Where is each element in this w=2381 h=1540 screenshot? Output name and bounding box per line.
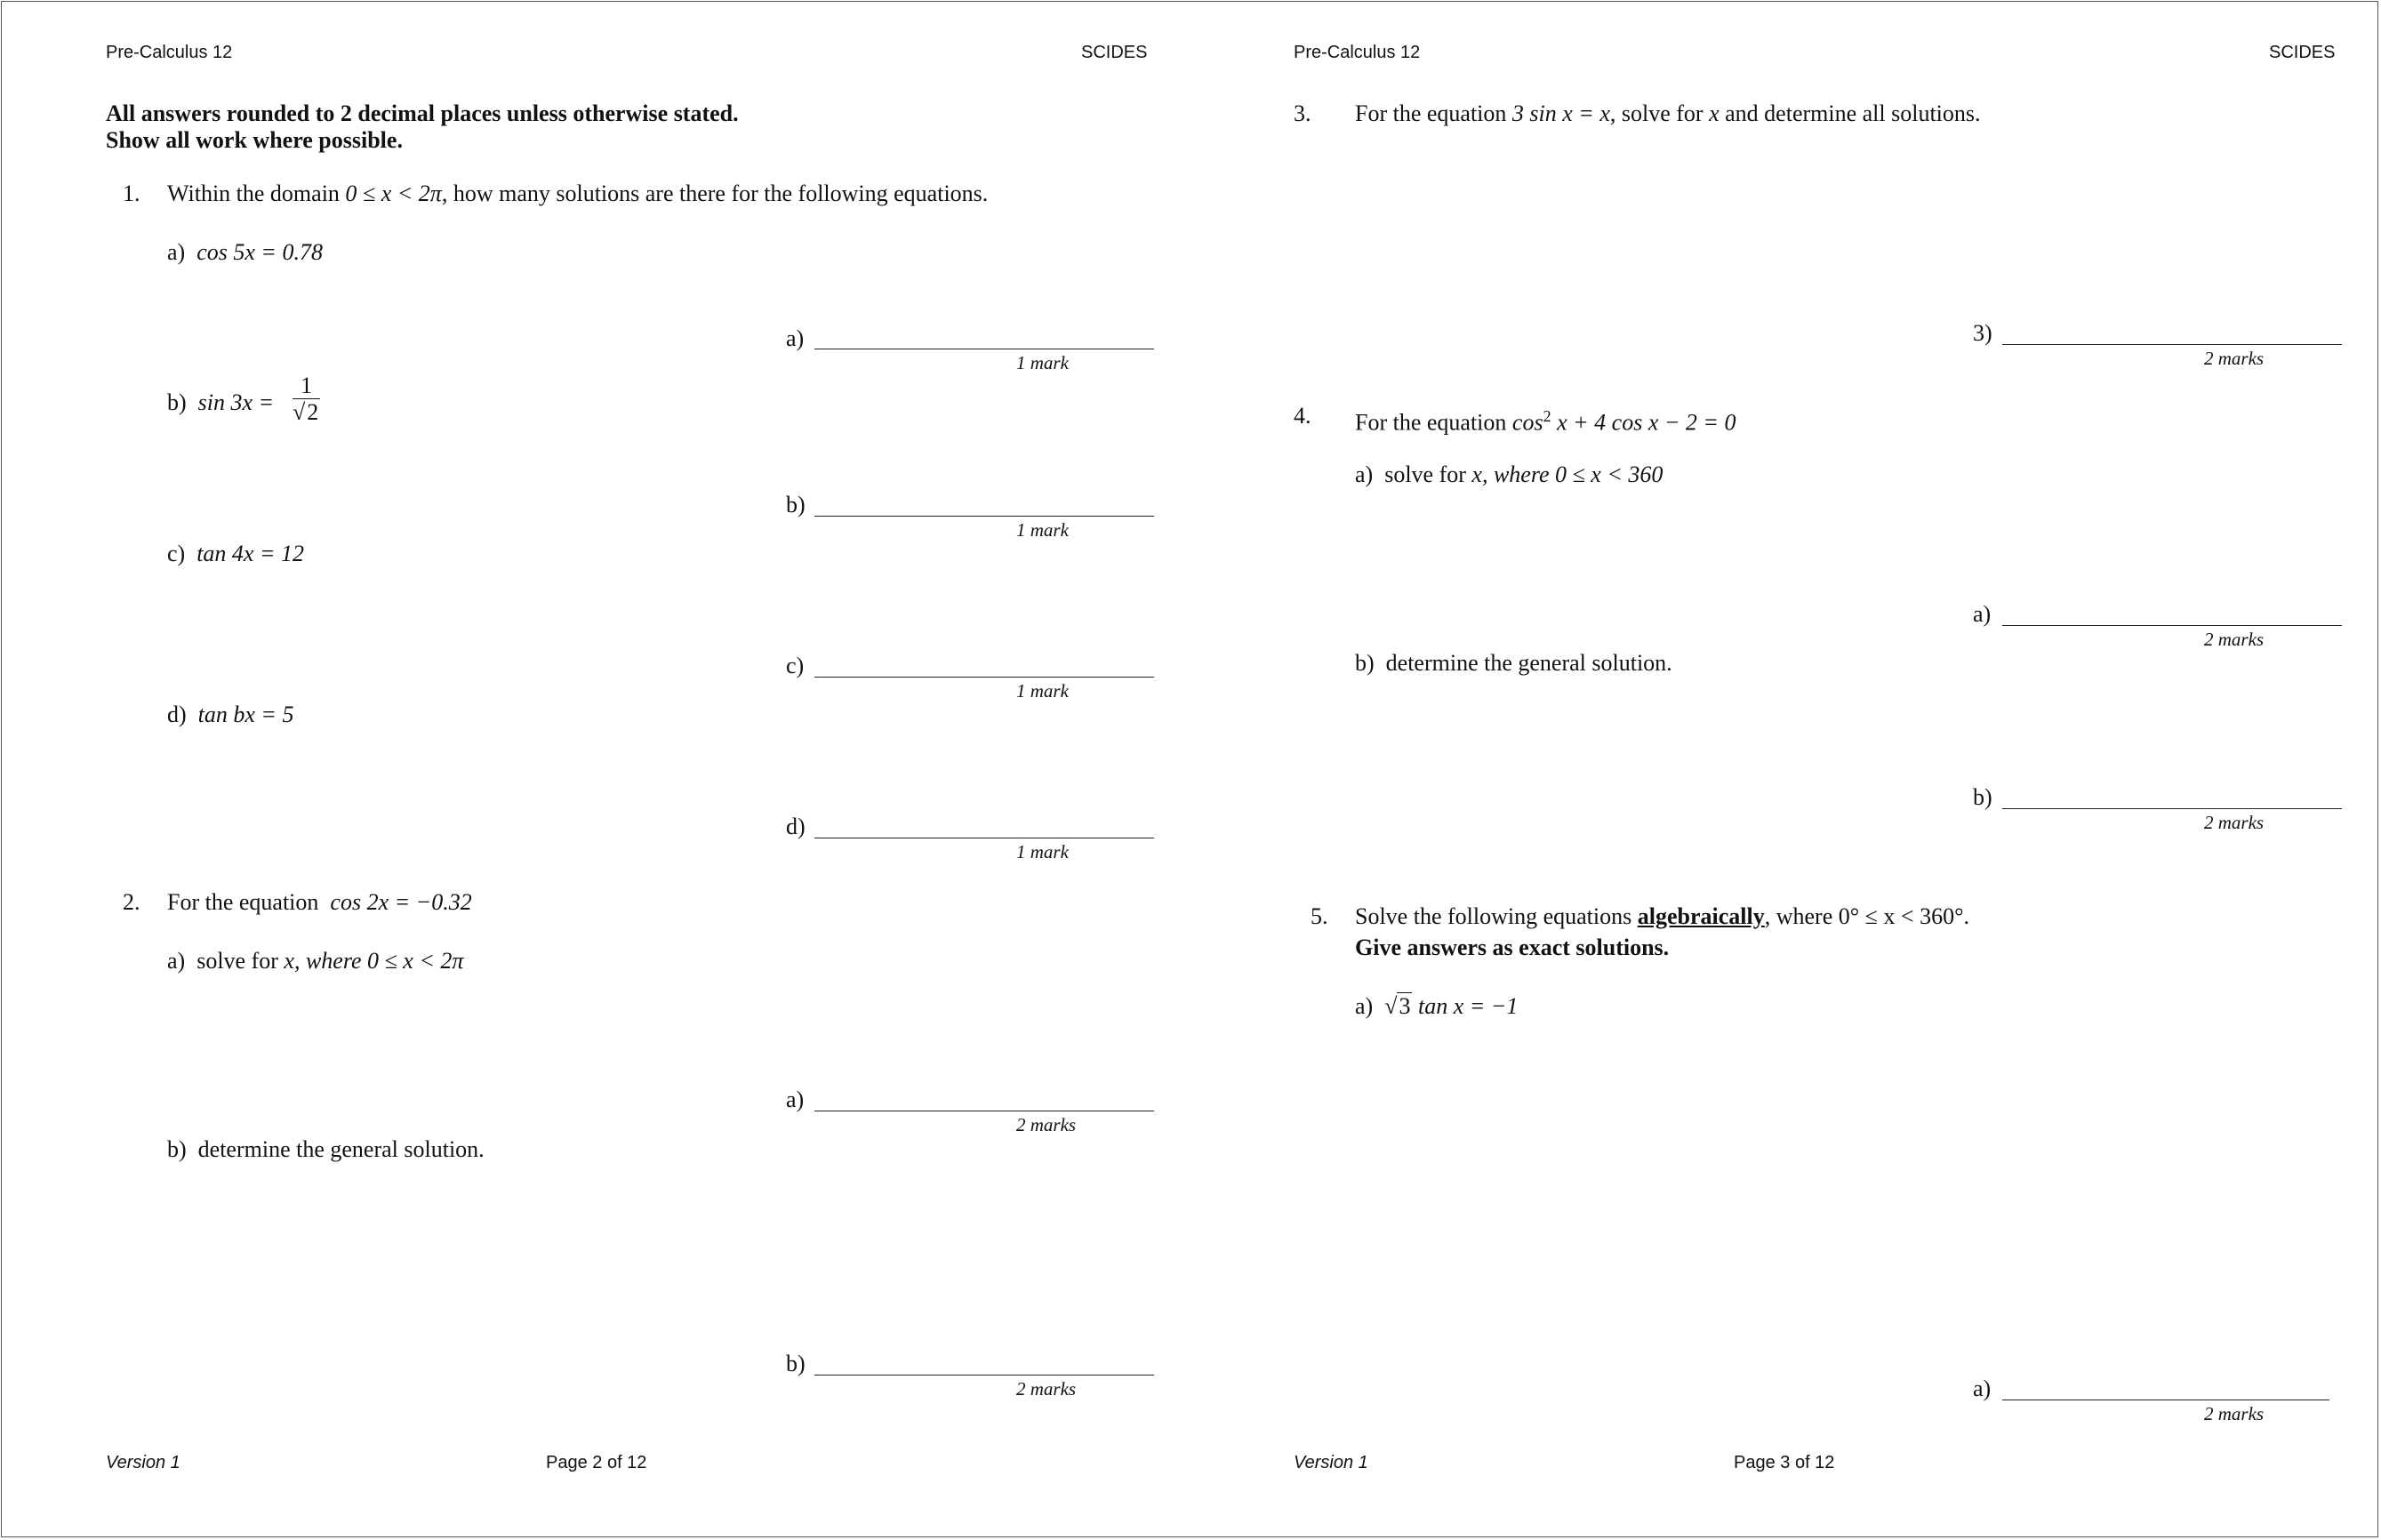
question-5-number: 5. xyxy=(1311,903,1328,929)
q5a-answer-label: a) xyxy=(1973,1376,1992,1401)
q1c-answer-line[interactable] xyxy=(814,677,1154,678)
q5a-marks: 2 marks xyxy=(2204,1403,2265,1424)
q3-equation: 3 sin x = x xyxy=(1511,100,1610,126)
q4-exponent: 2 xyxy=(1543,407,1551,425)
q1b-radicand: 2 xyxy=(307,399,319,425)
q1b-equation: sin 3x = xyxy=(197,389,275,415)
question-1-stem xyxy=(167,180,988,207)
q4a-answer-label: a) xyxy=(1973,601,1992,627)
q3-answer-label: 3) xyxy=(1973,320,1992,346)
q4-part-b xyxy=(1355,650,1672,677)
q1-domain: 0 ≤ x < 2π xyxy=(345,180,442,206)
q5-text1: Solve the following equations xyxy=(1355,903,1632,929)
version-footer-right: Version 1 xyxy=(1294,1453,1368,1472)
course-header-left: Pre-Calculus 12 xyxy=(106,43,233,62)
q4a-var: x xyxy=(1471,461,1482,487)
version-footer-left: Version 1 xyxy=(106,1453,180,1472)
q1b-answer-label: b) xyxy=(786,492,806,517)
q2b-label: b) xyxy=(167,1136,187,1162)
q5a-equation: tan x = −1 xyxy=(1417,993,1519,1019)
course-header-right: Pre-Calculus 12 xyxy=(1294,43,1421,62)
q3-text3: and determine all solutions. xyxy=(1725,100,1981,126)
q1d-marks: 1 mark xyxy=(1016,841,1069,862)
q1c-label: c) xyxy=(167,541,186,566)
q1a-marks: 1 mark xyxy=(1016,352,1069,373)
q1a-label: a) xyxy=(167,239,186,265)
page-number-left: Page 2 of 12 xyxy=(546,1453,647,1472)
question-3-number: 3. xyxy=(1294,100,1311,126)
q1b-denominator: √2 xyxy=(293,399,319,425)
q1d-label: d) xyxy=(167,702,187,727)
q1-text-after: , how many solutions are there for the following equations. xyxy=(441,180,989,206)
instruction-line-1: All answers rounded to 2 decimal places unless otherwise stated. xyxy=(106,100,739,126)
q4-text: For the equation xyxy=(1355,409,1507,436)
q4a-label: a) xyxy=(1355,461,1374,487)
q1c-answer-label: c) xyxy=(786,653,805,678)
school-header-left: SCIDES xyxy=(1081,43,1148,62)
question-2-number: 2. xyxy=(123,889,140,915)
q1-text-before: Within the domain xyxy=(167,180,340,206)
q2a-text: solve for xyxy=(196,948,278,974)
q5-exact-note: Give answers as exact solutions. xyxy=(1355,934,1670,960)
q5-part-a xyxy=(1355,993,1518,1020)
q3-var: x xyxy=(1709,100,1720,126)
q1a-answer-label: a) xyxy=(786,325,805,351)
q1b-label: b) xyxy=(167,389,187,415)
q1a-equation: cos 5x = 0.78 xyxy=(196,239,323,265)
page-number-right: Page 3 of 12 xyxy=(1734,1453,1835,1472)
q2a-var: x xyxy=(284,948,294,974)
q2-part-a xyxy=(167,948,463,975)
instruction-line-2: Show all work where possible. xyxy=(106,127,403,153)
q1b-answer-line[interactable] xyxy=(814,516,1154,517)
q1-part-c xyxy=(167,541,304,567)
q3-text1: For the equation xyxy=(1355,100,1507,126)
q1b-fraction xyxy=(289,373,324,426)
q1d-answer-label: d) xyxy=(786,814,806,839)
question-5-stem xyxy=(1355,903,1969,930)
q4b-answer-label: b) xyxy=(1973,784,1992,810)
q2b-answer-line[interactable] xyxy=(814,1375,1154,1376)
q5-text2: , where 0° ≤ x < 360°. xyxy=(1764,903,1969,929)
q4b-text: determine the general solution. xyxy=(1385,650,1672,676)
q1-part-a xyxy=(167,239,323,266)
q5a-sqrt: √3 xyxy=(1384,993,1411,1019)
q4a-condition: , where 0 ≤ x < 360 xyxy=(1481,461,1663,487)
q3-answer-line[interactable] xyxy=(2002,344,2342,345)
q1c-equation: tan 4x = 12 xyxy=(196,541,305,566)
q4-equation-cos: cos xyxy=(1511,409,1543,436)
question-1-number: 1. xyxy=(123,180,140,206)
q2-part-b xyxy=(167,1136,485,1163)
q4a-marks: 2 marks xyxy=(2204,629,2265,650)
q2b-marks: 2 marks xyxy=(1016,1378,1077,1400)
q1-part-b xyxy=(167,389,274,416)
q2b-answer-label: b) xyxy=(786,1351,806,1376)
q3-marks: 2 marks xyxy=(2204,348,2265,369)
q1b-marks: 1 mark xyxy=(1016,519,1069,541)
question-4-number: 4. xyxy=(1294,403,1311,429)
q1d-equation: tan bx = 5 xyxy=(197,702,294,727)
q4a-text: solve for xyxy=(1384,461,1466,487)
q1b-numerator: 1 xyxy=(293,373,320,399)
page-border xyxy=(1,1,2378,1537)
q2-text: For the equation xyxy=(167,889,319,915)
q2-equation: cos 2x = −0.32 xyxy=(330,889,472,915)
q2b-text: determine the general solution. xyxy=(197,1136,485,1162)
q4a-answer-line[interactable] xyxy=(2002,625,2342,626)
q4-equation-rest: x + 4 cos x − 2 = 0 xyxy=(1557,409,1736,436)
q5a-label: a) xyxy=(1355,993,1374,1019)
q4-part-a xyxy=(1355,461,1663,488)
q3-text2: , solve for xyxy=(1609,100,1704,126)
q2a-answer-label: a) xyxy=(786,1087,805,1112)
q4b-marks: 2 marks xyxy=(2204,812,2265,833)
question-2-stem xyxy=(167,889,472,916)
q2a-label: a) xyxy=(167,948,186,974)
school-header-right: SCIDES xyxy=(2269,43,2336,62)
question-3-stem xyxy=(1355,100,1981,127)
q2a-condition: , where 0 ≤ x < 2π xyxy=(293,948,464,974)
q5-emphasis: algebraically xyxy=(1637,903,1765,929)
q5a-radicand: 3 xyxy=(1399,993,1411,1019)
question-4-stem xyxy=(1355,403,1736,437)
q1-part-d xyxy=(167,702,293,728)
q4b-answer-line[interactable] xyxy=(2002,808,2342,809)
q4b-label: b) xyxy=(1355,650,1375,676)
q2a-marks: 2 marks xyxy=(1016,1114,1077,1135)
q1c-marks: 1 mark xyxy=(1016,680,1069,702)
